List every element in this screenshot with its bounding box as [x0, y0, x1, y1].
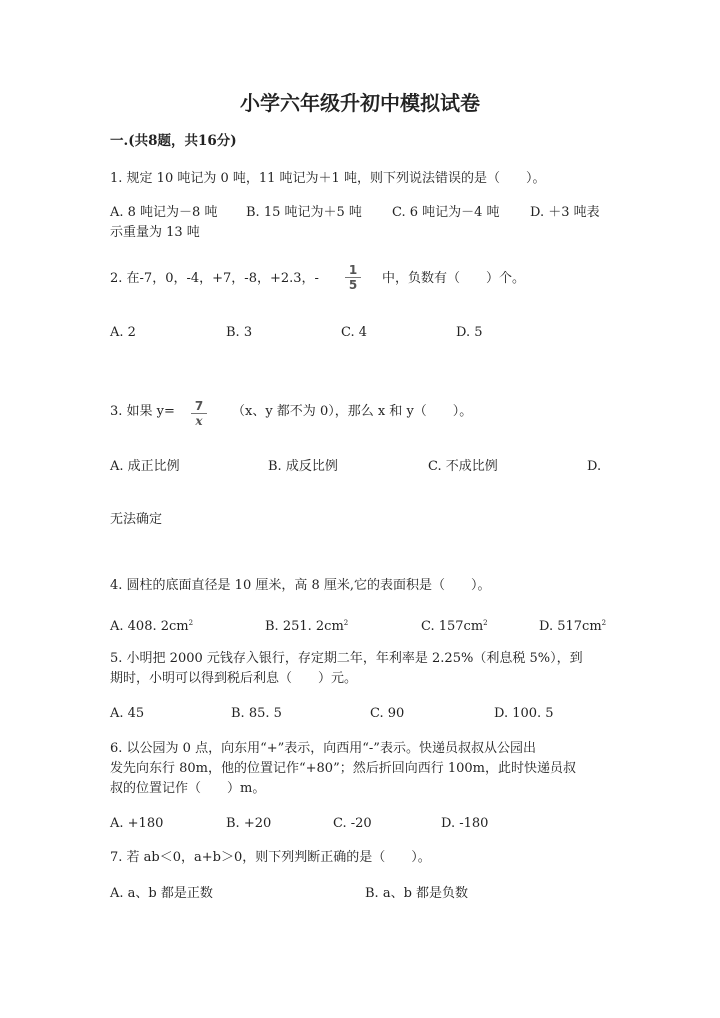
q2-option-b: B. 3	[226, 325, 253, 340]
q1-option-d-continued: 示重量为 13 吨	[110, 225, 200, 240]
question-6-stem-line-3: 叔的位置记作（ ）m。	[110, 781, 266, 796]
q2-option-c: C. 4	[341, 325, 368, 340]
question-7-stem: 7. 若 ab＜0，a+b＞0，则下列判断正确的是（ ）。	[110, 850, 431, 865]
q5-option-c: C. 90	[370, 706, 405, 721]
q4-option-a-sup: 2	[188, 619, 194, 627]
q4-option-d-sup: 2	[601, 619, 607, 627]
q4-option-a	[110, 615, 193, 635]
q3-option-d-continued: 无法确定	[110, 512, 163, 527]
q1-option-c: C. 6 吨记为－4 吨	[392, 205, 500, 220]
q3-option-d: D.	[587, 459, 602, 474]
q4-option-a-text: A. 408. 2cm	[110, 619, 189, 634]
q7-option-a: A. a、b 都是正数	[110, 886, 213, 901]
q4-option-b-sup: 2	[343, 619, 349, 627]
q1-option-b: B. 15 吨记为＋5 吨	[246, 205, 362, 220]
question-4-stem: 4. 圆柱的底面直径是 10 厘米，高 8 厘米,它的表面积是（ ）。	[110, 578, 491, 593]
q4-option-d-text: D. 517cm	[539, 619, 602, 634]
q2-option-a: A. 2	[110, 325, 136, 340]
q3-option-a: A. 成正比例	[110, 459, 180, 474]
question-2-stem-end: 中，负数有（ ）个。	[382, 271, 526, 286]
q4-option-c-text: C. 157cm	[421, 619, 484, 634]
section-heading: 一.(共8题，共16分)	[110, 133, 237, 149]
page-title: 小学六年级升初中模拟试卷	[240, 91, 480, 115]
q1-option-a: A. 8 吨记为－8 吨	[110, 205, 218, 220]
q6-option-b: B. +20	[226, 816, 272, 831]
q3-option-c: C. 不成比例	[428, 459, 498, 474]
question-2-stem-start: 2. 在-7，0，-4，+7，-8，+2.3，-	[110, 271, 319, 286]
q5-option-d: D. 100. 5	[494, 706, 554, 721]
question-5-stem-line-1: 5. 小明把 2000 元钱存入银行，存定期二年，年利率是 2.25%（利息税 5%），到	[110, 651, 583, 666]
q4-option-c-sup: 2	[483, 619, 488, 627]
question-6-stem-line-1: 6. 以公园为 0 点，向东用“+”表示，向西用“-”表示。快递员叔叔从公园出	[110, 741, 536, 756]
q3-option-b: B. 成反比例	[268, 459, 338, 474]
q1-option-d: D. ＋3 吨表	[530, 205, 600, 220]
q5-option-b: B. 85. 5	[231, 706, 282, 721]
q3-fraction-denominator: x	[195, 414, 203, 428]
q6-option-c: C. -20	[333, 816, 372, 831]
question-3-stem-end: （x、y 都不为 0），那么 x 和 y（ ）。	[232, 404, 473, 419]
question-1-stem: 1. 规定 10 吨记为 0 吨，11 吨记为＋1 吨，则下列说法错误的是（ ）。	[110, 171, 546, 186]
question-3-stem-start: 3. 如果 y=	[110, 404, 175, 419]
question-5-stem-line-2: 期时，小明可以得到税后利息（ ）元。	[110, 671, 358, 686]
q3-fraction	[191, 400, 207, 428]
q4-option-b-text: B. 251. 2cm	[265, 619, 344, 634]
question-6-stem-line-2: 发先向东行 80m，他的位置记作“+80”；然后折回向西行 100m，此时快递员叔	[110, 761, 577, 776]
q4-option-b	[265, 615, 348, 635]
q6-option-d: D. -180	[441, 816, 489, 831]
q2-fraction-numerator: 1	[345, 264, 361, 278]
q2-fraction-denominator: 5	[348, 278, 358, 292]
q6-option-a: A. +180	[110, 816, 164, 831]
q2-option-d: D. 5	[456, 325, 483, 340]
q4-option-d	[539, 615, 606, 635]
q4-option-c	[421, 615, 488, 635]
q5-option-a: A. 45	[110, 706, 145, 721]
q2-fraction	[345, 264, 361, 292]
q7-option-b: B. a、b 都是负数	[365, 886, 469, 901]
q3-fraction-numerator: 7	[191, 400, 207, 414]
